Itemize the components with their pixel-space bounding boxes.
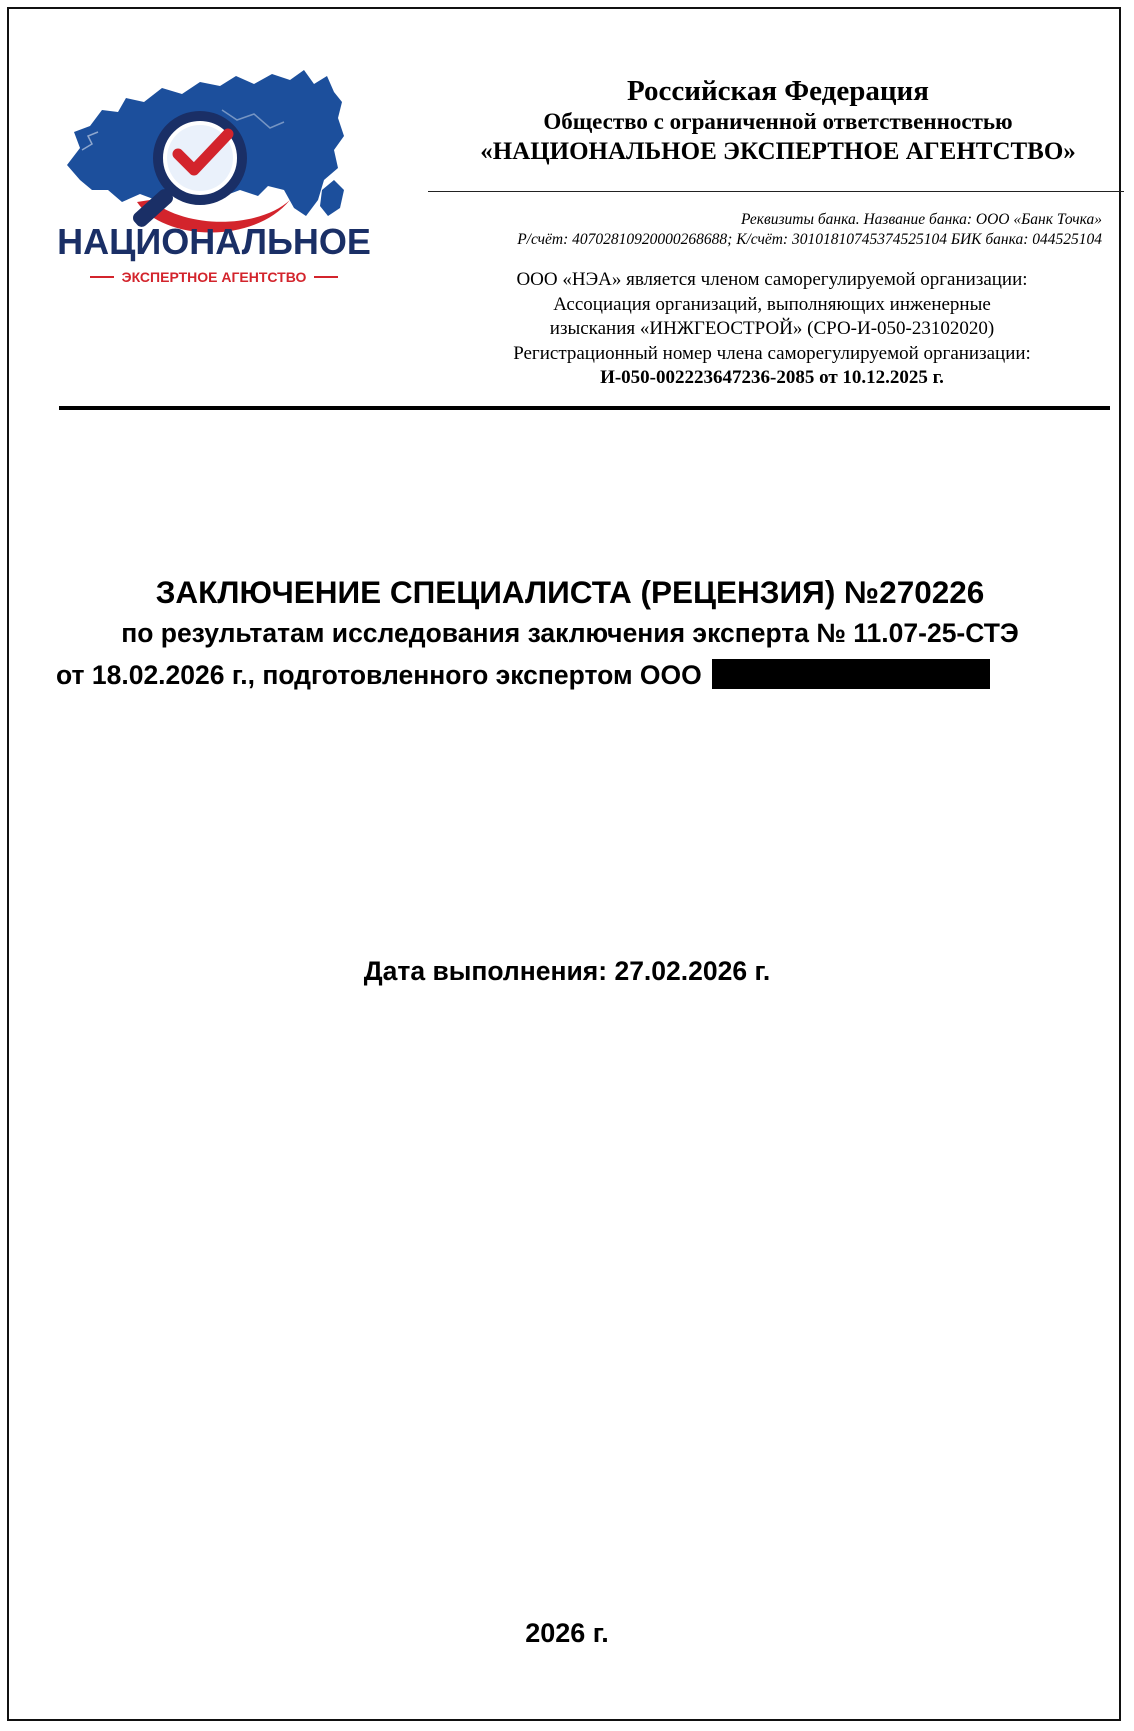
logo-word-sub: ЭКСПЕРТНОЕ АГЕНТСТВО <box>121 269 307 285</box>
sro-registration-number: И-050-002223647236-2085 от 10.12.2025 г. <box>600 367 944 388</box>
organization-header <box>428 74 1128 168</box>
logo-word-main: НАЦИОНАЛЬНОЕ <box>57 221 371 262</box>
document-title <box>40 572 1100 692</box>
sro-line-4: Регистрационный номер члена саморегулируемой организации: <box>513 342 1031 364</box>
header-divider <box>428 191 1124 192</box>
bank-name-line: Реквизиты банка. Название банка: ООО «Банк Точка» <box>740 211 1102 228</box>
bank-details <box>430 210 1102 250</box>
letterhead-divider <box>59 406 1110 410</box>
legal-form: Общество с ограниченной ответственностью <box>543 109 1013 134</box>
redaction-block <box>712 659 990 689</box>
company-name: «НАЦИОНАЛЬНОЕ ЭКСПЕРТНОЕ АГЕНТСТВО» <box>480 138 1076 165</box>
bank-accounts-line: Р/счёт: 40702810920000268688; К/счёт: 30101810745374525104 БИК банка: 044525104 <box>517 231 1102 248</box>
title-line-3-wrap <box>56 658 1100 692</box>
sro-line-3: изыскания «ИНЖГЕОСТРОЙ» (СРО-И-050-23102020) <box>549 318 995 339</box>
country-name: Российская Федерация <box>627 75 929 107</box>
document-year: 2026 г. <box>525 1618 609 1648</box>
title-line-3: от 18.02.2026 г., подготовленного экспертом ООО <box>56 660 702 690</box>
sro-line-2: Ассоциация организаций, выполняющих инженерные <box>553 293 991 315</box>
sro-line-1: ООО «НЭА» является членом саморегулируемой организации: <box>516 269 1028 290</box>
sro-membership <box>462 268 1082 391</box>
completion-date: Дата выполнения: 27.02.2026 г. <box>363 956 771 986</box>
title-line-2: по результатам исследования заключения эксперта № 11.07-25-СТЭ <box>121 618 1019 648</box>
company-logo <box>22 40 407 300</box>
title-line-1: ЗАКЛЮЧЕНИЕ СПЕЦИАЛИСТА (РЕЦЕНЗИЯ) №270226 <box>155 574 985 610</box>
